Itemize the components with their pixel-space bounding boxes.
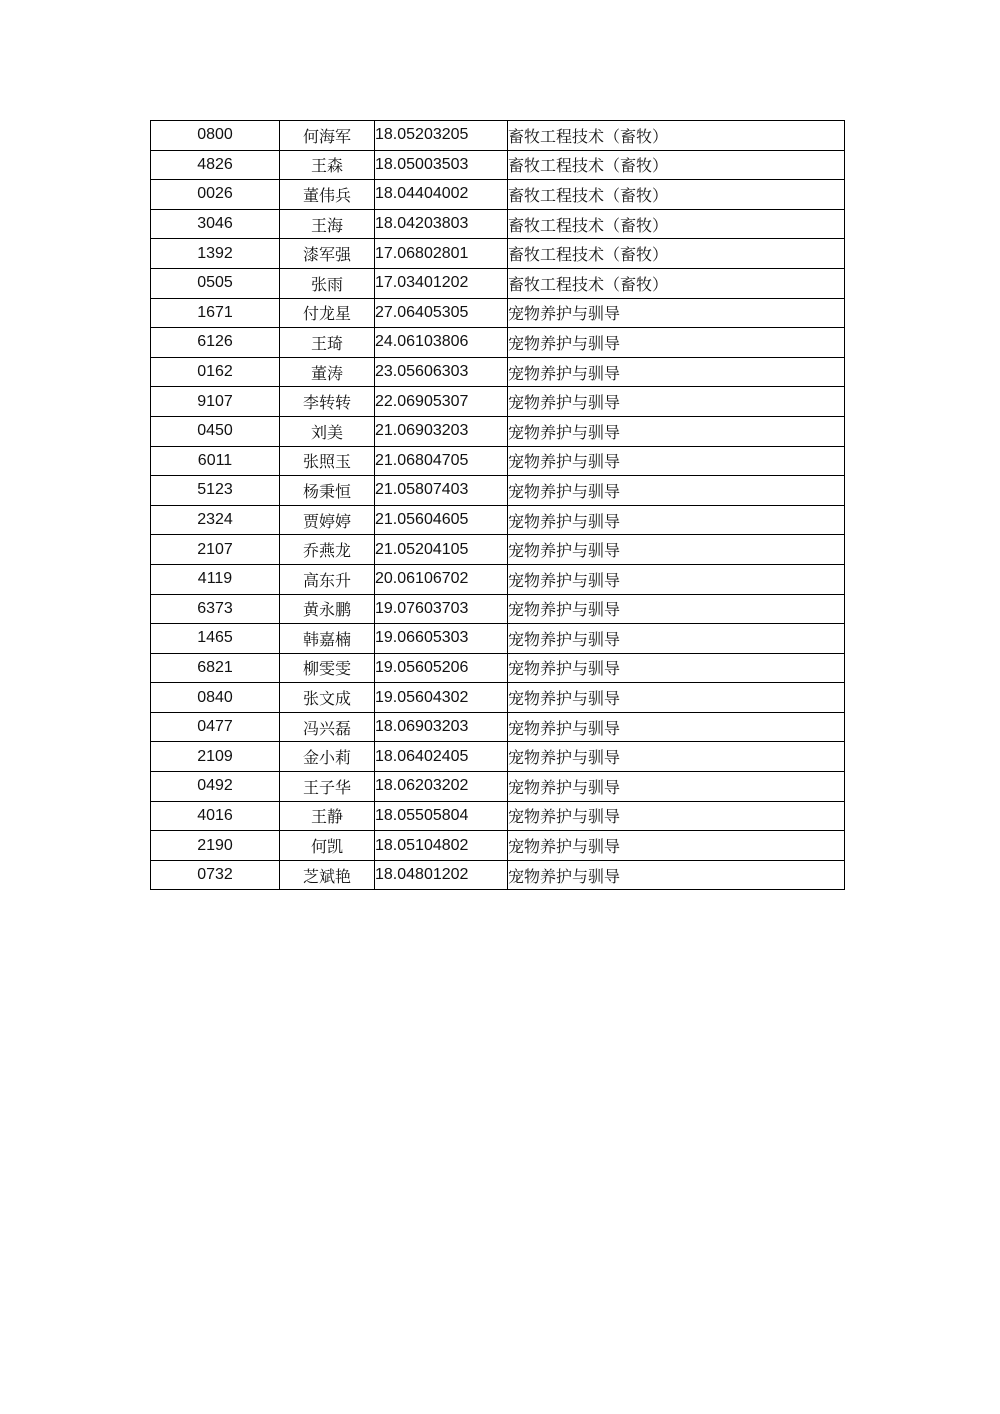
candidate-name-cell: 张照玉 — [280, 446, 375, 476]
table-row — [151, 594, 845, 624]
candidate-name-cell: 王森 — [280, 150, 375, 180]
candidate-code-cell: 6011 — [151, 446, 280, 476]
major-cell: 宠物养护与驯导 — [508, 831, 845, 861]
score-cell: 21.06804705 — [375, 446, 508, 476]
table-row — [151, 180, 845, 210]
candidate-name-cell: 杨秉恒 — [280, 476, 375, 506]
major-cell: 宠物养护与驯导 — [508, 801, 845, 831]
major-cell: 畜牧工程技术（畜牧） — [508, 209, 845, 239]
candidate-name-cell: 李转转 — [280, 387, 375, 417]
score-cell: 21.05204105 — [375, 535, 508, 565]
score-cell: 18.06402405 — [375, 742, 508, 772]
score-cell: 19.05605206 — [375, 653, 508, 683]
candidate-code-cell: 0800 — [151, 121, 280, 151]
candidate-name-cell: 王琦 — [280, 328, 375, 358]
table-row — [151, 564, 845, 594]
candidate-code-cell: 6126 — [151, 328, 280, 358]
score-cell: 24.06103806 — [375, 328, 508, 358]
candidate-code-cell: 1392 — [151, 239, 280, 269]
score-cell: 18.05104802 — [375, 831, 508, 861]
table-row — [151, 268, 845, 298]
candidate-code-cell: 6821 — [151, 653, 280, 683]
table-row — [151, 328, 845, 358]
candidate-code-cell: 2324 — [151, 505, 280, 535]
candidate-name-cell: 王子华 — [280, 772, 375, 802]
score-cell: 17.06802801 — [375, 239, 508, 269]
table-row — [151, 772, 845, 802]
table-row — [151, 357, 845, 387]
candidate-name-cell: 付龙星 — [280, 298, 375, 328]
score-cell: 18.04801202 — [375, 860, 508, 890]
candidate-name-cell: 金小莉 — [280, 742, 375, 772]
major-cell: 宠物养护与驯导 — [508, 860, 845, 890]
candidate-name-cell: 韩嘉楠 — [280, 624, 375, 654]
table-row — [151, 476, 845, 506]
table-row — [151, 653, 845, 683]
candidate-code-cell: 0732 — [151, 860, 280, 890]
candidate-name-cell: 柳雯雯 — [280, 653, 375, 683]
score-cell: 19.06605303 — [375, 624, 508, 654]
candidate-code-cell: 9107 — [151, 387, 280, 417]
table-row — [151, 801, 845, 831]
table-row — [151, 446, 845, 476]
score-cell: 18.05203205 — [375, 121, 508, 151]
candidate-code-cell: 2109 — [151, 742, 280, 772]
candidate-name-cell: 王海 — [280, 209, 375, 239]
candidate-code-cell: 0026 — [151, 180, 280, 210]
candidate-code-cell: 3046 — [151, 209, 280, 239]
major-cell: 畜牧工程技术（畜牧） — [508, 150, 845, 180]
major-cell: 宠物养护与驯导 — [508, 742, 845, 772]
major-cell: 宠物养护与驯导 — [508, 683, 845, 713]
table-row — [151, 505, 845, 535]
candidate-name-cell: 董伟兵 — [280, 180, 375, 210]
major-cell: 宠物养护与驯导 — [508, 772, 845, 802]
major-cell: 宠物养护与驯导 — [508, 298, 845, 328]
score-cell: 22.06905307 — [375, 387, 508, 417]
candidate-code-cell: 6373 — [151, 594, 280, 624]
candidate-code-cell: 4826 — [151, 150, 280, 180]
candidate-code-cell: 1465 — [151, 624, 280, 654]
major-cell: 宠物养护与驯导 — [508, 357, 845, 387]
candidate-name-cell: 张文成 — [280, 683, 375, 713]
score-cell: 18.06203202 — [375, 772, 508, 802]
candidate-name-cell: 芝斌艳 — [280, 860, 375, 890]
major-cell: 畜牧工程技术（畜牧） — [508, 180, 845, 210]
candidate-name-cell: 贾婷婷 — [280, 505, 375, 535]
table-row — [151, 535, 845, 565]
major-cell: 宠物养护与驯导 — [508, 328, 845, 358]
score-cell: 18.05505804 — [375, 801, 508, 831]
score-cell: 17.03401202 — [375, 268, 508, 298]
major-cell: 宠物养护与驯导 — [508, 387, 845, 417]
major-cell: 宠物养护与驯导 — [508, 535, 845, 565]
score-cell: 21.05604605 — [375, 505, 508, 535]
table-row — [151, 712, 845, 742]
admission-table — [150, 120, 845, 890]
major-cell: 畜牧工程技术（畜牧） — [508, 268, 845, 298]
candidate-name-cell: 漆军强 — [280, 239, 375, 269]
major-cell: 宠物养护与驯导 — [508, 446, 845, 476]
major-cell: 宠物养护与驯导 — [508, 712, 845, 742]
table-row — [151, 209, 845, 239]
candidate-code-cell: 0162 — [151, 357, 280, 387]
score-cell: 21.05807403 — [375, 476, 508, 506]
candidate-code-cell: 2190 — [151, 831, 280, 861]
table-row — [151, 150, 845, 180]
candidate-name-cell: 刘美 — [280, 416, 375, 446]
score-cell: 18.06903203 — [375, 712, 508, 742]
candidate-code-cell: 0840 — [151, 683, 280, 713]
score-cell: 23.05606303 — [375, 357, 508, 387]
candidate-name-cell: 董涛 — [280, 357, 375, 387]
candidate-code-cell: 2107 — [151, 535, 280, 565]
table-row — [151, 239, 845, 269]
candidate-code-cell: 0492 — [151, 772, 280, 802]
major-cell: 宠物养护与驯导 — [508, 476, 845, 506]
candidate-name-cell: 乔燕龙 — [280, 535, 375, 565]
candidate-code-cell: 1671 — [151, 298, 280, 328]
major-cell: 宠物养护与驯导 — [508, 594, 845, 624]
candidate-name-cell: 王静 — [280, 801, 375, 831]
table-row — [151, 416, 845, 446]
candidate-code-cell: 0477 — [151, 712, 280, 742]
candidate-code-cell: 4016 — [151, 801, 280, 831]
table-row — [151, 387, 845, 417]
candidate-name-cell: 冯兴磊 — [280, 712, 375, 742]
major-cell: 宠物养护与驯导 — [508, 505, 845, 535]
table-row — [151, 298, 845, 328]
major-cell: 畜牧工程技术（畜牧） — [508, 121, 845, 151]
score-cell: 19.07603703 — [375, 594, 508, 624]
table-row — [151, 624, 845, 654]
score-cell: 18.05003503 — [375, 150, 508, 180]
score-cell: 27.06405305 — [375, 298, 508, 328]
score-cell: 19.05604302 — [375, 683, 508, 713]
major-cell: 宠物养护与驯导 — [508, 653, 845, 683]
major-cell: 宠物养护与驯导 — [508, 624, 845, 654]
candidate-name-cell: 何海军 — [280, 121, 375, 151]
score-cell: 21.06903203 — [375, 416, 508, 446]
candidate-name-cell: 何凯 — [280, 831, 375, 861]
candidate-name-cell: 张雨 — [280, 268, 375, 298]
table-body — [151, 121, 845, 890]
candidate-code-cell: 0450 — [151, 416, 280, 446]
table-row — [151, 742, 845, 772]
candidate-code-cell: 0505 — [151, 268, 280, 298]
table-row — [151, 121, 845, 151]
candidate-name-cell: 黄永鹏 — [280, 594, 375, 624]
candidate-name-cell: 高东升 — [280, 564, 375, 594]
table-row — [151, 860, 845, 890]
major-cell: 宠物养护与驯导 — [508, 416, 845, 446]
score-cell: 18.04404002 — [375, 180, 508, 210]
score-cell: 18.04203803 — [375, 209, 508, 239]
table-row — [151, 831, 845, 861]
table-row — [151, 683, 845, 713]
candidate-code-cell: 4119 — [151, 564, 280, 594]
major-cell: 畜牧工程技术（畜牧） — [508, 239, 845, 269]
major-cell: 宠物养护与驯导 — [508, 564, 845, 594]
candidate-code-cell: 5123 — [151, 476, 280, 506]
score-cell: 20.06106702 — [375, 564, 508, 594]
